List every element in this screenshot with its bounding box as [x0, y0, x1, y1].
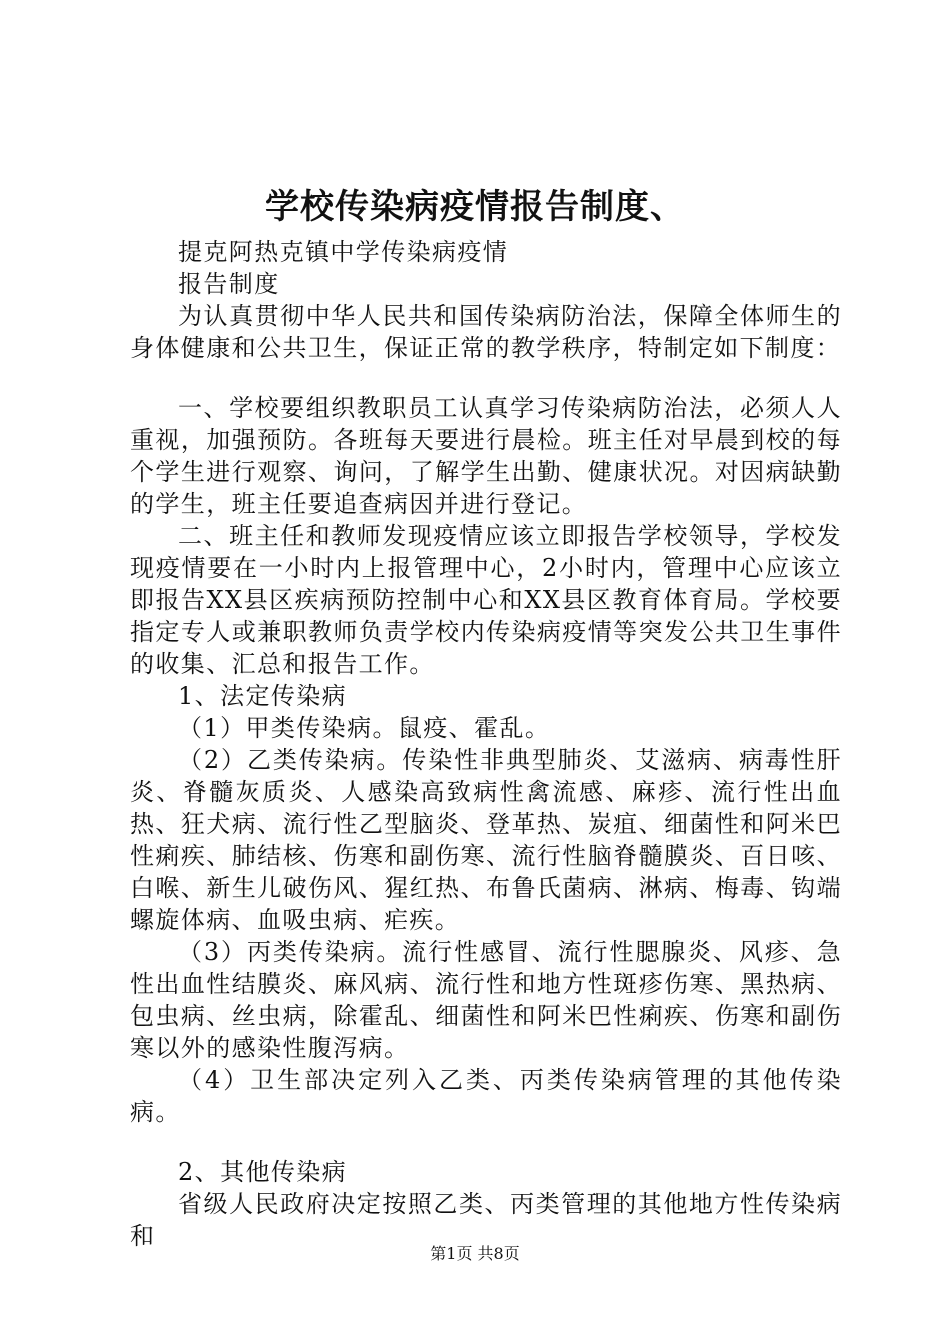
paragraph-school-name: 提克阿热克镇中学传染病疫情 — [178, 238, 509, 266]
paragraph-intro: 为认真贯彻中华人民共和国传染病防治法，保障全体师生的身体健康和公共卫生，保证正常的教学秩序，特制定如下制度： — [130, 302, 842, 362]
blank-line — [130, 364, 842, 392]
paragraph-section-1: 一、学校要组织教职员工认真学习传染病防治法，必须人人重视，加强预防。各班每天要进行晨检。班主任对早晨到校的每个学生进行观察、询问，了解学生出勤、健康状况。对因病缺勤的学生，班主任要追查病因并进行登记。 — [130, 394, 842, 518]
heading-legal-diseases: 1、法定传染病 — [178, 682, 348, 710]
paragraph-class-c: （3）丙类传染病。流行性感冒、流行性腮腺炎、风疹、急性出血性结膜炎、麻风病、流行性和地方性斑疹伤寒、黑热病、包虫病、丝虫病，除霍乱、细菌性和阿米巴性痢疾、伤寒和副伤寒以外的感染性腹泻病。 — [130, 938, 842, 1062]
paragraph-class-b: （2）乙类传染病。传染性非典型肺炎、艾滋病、病毒性肝炎、脊髓灰质炎、人感染高致病性禽流感、麻疹、流行性出血热、狂犬病、流行性乙型脑炎、登革热、炭疽、细菌性和阿米巴性痢疾、肺结核、伤寒和副伤寒、流行性脑脊髓膜炎、百日咳、白喉、新生儿破伤风、猩红热、布鲁氏菌病、淋病、梅毒、钩端螺旋体病、血吸虫病、疟疾。 — [130, 746, 842, 934]
paragraph-class-a: （1）甲类传染病。鼠疫、霍乱。 — [178, 714, 551, 742]
paragraph-section-2: 二、班主任和教师发现疫情应该立即报告学校领导，学校发现疫情要在一小时内上报管理中心，2小时内，管理中心应该立即报告XX县区疾病预防控制中心和XX县区教育体育局。学校要指定专人或兼职教师负责学校内传染病疫情等突发公共卫生事件的收集、汇总和报告工作。 — [130, 522, 842, 678]
document-body — [130, 236, 842, 1252]
page-indicator: 第1页 共8页 — [430, 1244, 520, 1263]
paragraph-subtitle: 报告制度 — [178, 270, 280, 298]
heading-other-diseases: 2、其他传染病 — [178, 1158, 348, 1186]
blank-line — [130, 1128, 842, 1156]
paragraph-other-listed: （4）卫生部决定列入乙类、丙类传染病管理的其他传染病。 — [130, 1066, 842, 1126]
paragraph-provincial: 省级人民政府决定按照乙类、丙类管理的其他地方性传染病和 — [130, 1190, 842, 1250]
document-title: 学校传染病疫情报告制度、 — [265, 187, 685, 227]
